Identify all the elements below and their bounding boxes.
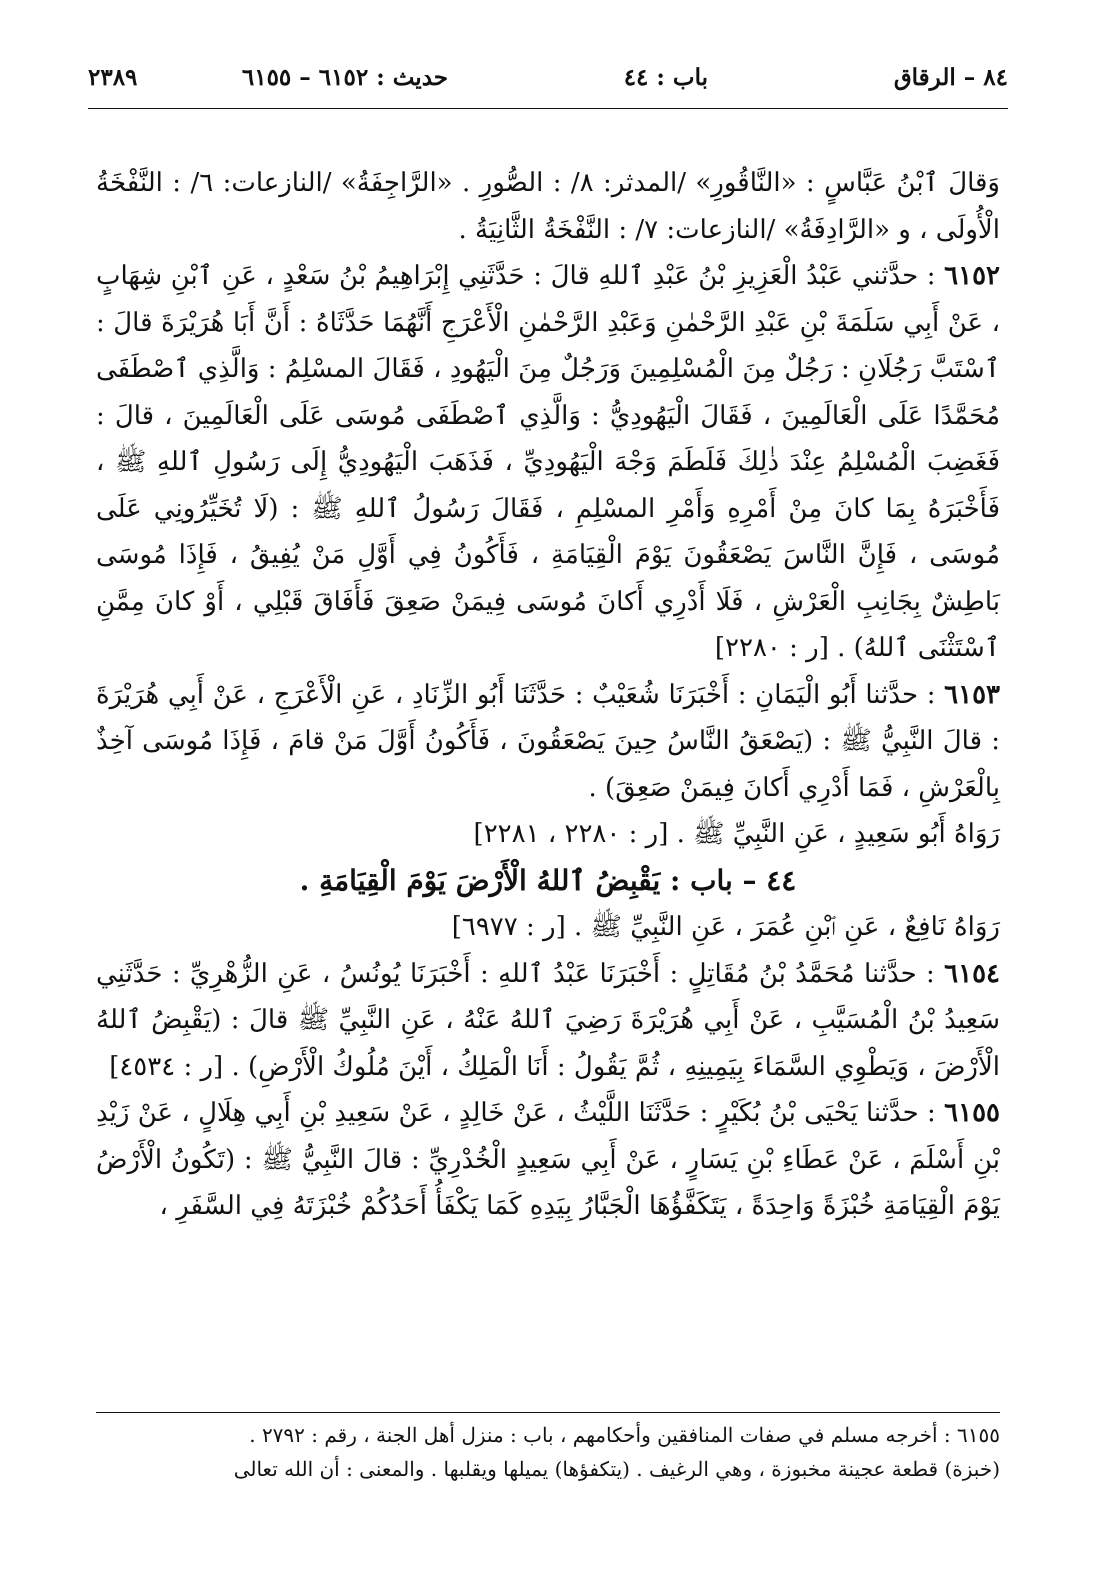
- main-text: [96, 160, 1000, 1230]
- riwaya-line: رَوَاهُ نَافِعٌ ، عَنِ ٱبْنِ عُمَرَ ، عَنِ النَّبِيِّ ﷺ . [ر : ٦٩٧٧]: [451, 912, 1000, 942]
- page-header: [88, 58, 1008, 98]
- hadith-text: : حدَّثني عَبْدُ الْعَزِيزِ بْنُ عَبْدِ ٱللهِ قالَ : حَدَّثَنِي إِبْرَاهِيمُ بْنُ سَعْدٍ ، عَنِ ٱبْنِ شِهَابٍ ، عَنْ أَبِي سَلَمَةَ بْنِ عَبْدِ الرَّحْمٰنِ وَعَبْدِ الرَّحْمٰنِ الْأَعْرَجِ أَنَّهُمَا حَدَّثَاهُ : أَنَّ أَبَا هُرَيْرَةَ قالَ : ٱسْتَبَّ رَجُلَانِ : رَجُلٌ مِنَ الْمُسْلِمِينَ وَرَجُلٌ مِنَ الْيَهُودِ ، فَقَالَ المسْلِمُ : وَالَّذِي ٱصْطَفَى مُحَمَّدًا عَلَى الْعَالَمِينَ ، فَقَالَ الْيَهُودِيُّ : وَالَّذِي ٱصْطَفَى مُوسَى عَلَى الْعَالَمِينَ ، قالَ : فَغَضِبَ الْمُسْلِمُ عِنْدَ ذٰلِكَ فَلَطَمَ وَجْهَ الْيَهُودِيِّ ، فَذَهَبَ الْيَهُودِيُّ إِلَى رَسُولِ ٱللهِ ﷺ ، فَأَخْبَرَهُ بِمَا كانَ مِنْ أَمْرِهِ وَأَمْرِ المسْلِمِ ، فَقَالَ رَسُولُ ٱللهِ ﷺ : (لَا تُخَيِّرُونِي عَلَى مُوسَى ، فَإِنَّ النَّاسَ يَصْعَقُونَ يَوْمَ الْقِيَامَةِ ، فَأَكُونُ فِي أَوَّلِ مَنْ يُفِيقُ ، فَإِذَا مُوسَى بَاطِشٌ بِجَانِبِ الْعَرْشِ ، فَلَا أَدْرِي أَكانَ مُوسَى فِيمَنْ صَعِقَ فَأَفَاقَ قَبْلِي ، أَوْ كانَ مِمَّنِ ٱسْتَثْنَى ٱللهُ) . [ر : ٢٢٨٠]: [96, 261, 1000, 663]
- hadith-text: : حدَّثنا أَبُو الْيَمَانِ : أَخْبَرَنَا شُعَيْبٌ : حَدَّثَنَا أَبُو الزِّنَادِ ، عَنِ الْأَعْرَجِ ، عَنْ أَبِي هُرَيْرَةَ : قالَ النَّبِيُّ ﷺ : (يَصْعَقُ النَّاسُ حِينَ يَصْعَقُونَ ، فَأَكُونُ أَوَّلَ مَنْ قامَ ، فَإِذَا مُوسَى آخِذٌ بِالْعَرْشِ ، فَمَا أَدْرِي أَكانَ فِيمَنْ صَعِقَ) .: [96, 679, 1000, 803]
- hadith-6152: [96, 253, 1000, 672]
- page-number: ٢٣٨٩: [88, 64, 138, 91]
- chapter-label: باب : ٤٤: [623, 64, 708, 91]
- hadith-6154: [96, 951, 1000, 1091]
- hadith-number: ٦١٥٣: [944, 679, 1000, 710]
- hadith-text: : حدَّثنا يَحْيَى بْنُ بُكَيْرٍ : حَدَّثَنَا اللَّيْثُ ، عَنْ خَالِدٍ ، عَنْ سَعِيدِ بْنِ أَبِي هِلَالٍ ، عَنْ زَيْدِ بْنِ أَسْلَمَ ، عَنْ عَطَاءِ بْنِ يَسَارٍ ، عَنْ أَبِي سَعِيدٍ الْخُدْرِيِّ : قالَ النَّبِيُّ ﷺ : (تَكُونُ الْأَرْضُ يَوْمَ الْقِيَامَةِ خُبْزَةً وَاحِدَةً ، يَتَكَفَّؤُهَا الْجَبَّارُ بِيَدِهِ كَمَا يَكْفَأُ أَحَدُكُمْ خُبْزَتَهُ فِي السَّفَرِ ،: [96, 1098, 1000, 1221]
- hadith-text: : حدَّثنا مُحَمَّدُ بْنُ مُقَاتِلٍ : أَخْبَرَنَا عَبْدُ ٱللهِ : أَخْبَرَنَا يُونُسُ ، عَنِ الزُّهْرِيِّ : حَدَّثَنِي سَعِيدُ بْنُ الْمُسَيَّبِ ، عَنْ أَبِي هُرَيْرَةَ رَضِيَ ٱللهُ عَنْهُ ، عَنِ النَّبِيِّ ﷺ قالَ : (يَقْبِضُ ٱللهُ الْأَرْضَ ، وَيَطْوِي السَّمَاءَ بِيَمِينِهِ ، ثُمَّ يَقُولُ : أَنَا الْمَلِكُ ، أَيْنَ مُلُوكُ الْأَرْضِ) . [ر : ٤٥٣٤]: [96, 958, 1000, 1082]
- intro-paragraph: وَقالَ ٱبْنُ عَبَّاسٍ : «النَّاقُورِ» /المدثر: ٨/ : الصُّورِ . «الرَّاجِفَةُ» /النازعات: ٦/ : النَّفْخَةُ الْأُولَى ، و «الرَّادِفَةُ» /النازعات: ٧/ : النَّفْخَةُ الثَّانِيَةُ .: [96, 168, 1000, 245]
- hadith-number: ٦١٥٥: [944, 1098, 1000, 1128]
- hadith-number: ٦١٥٤: [944, 958, 1001, 989]
- hadith-6155: [96, 1090, 1000, 1230]
- footnote-line: (خبزة) قطعة عجينة مخبوزة ، وهي الرغيف . (يتكفؤها) يميلها ويقلبها . والمعنى : أن الله تعالى: [233, 1457, 1000, 1481]
- footnote-line: ٦١٥٥ : أخرجه مسلم في صفات المنافقين وأحكامهم ، باب : منزل أهل الجنة ، رقم : ٢٧٩٢ .: [249, 1423, 1000, 1447]
- hadith-range: حديث : ٦١٥٢ – ٦١٥٥: [241, 64, 448, 91]
- hadith-6153: [96, 672, 1000, 812]
- footnote-divider: [96, 1412, 1000, 1413]
- riwaya-line: رَوَاهُ أَبُو سَعِيدٍ ، عَنِ النَّبِيِّ ﷺ . [ر : ٢٢٨٠ ، ٢٢٨١]: [473, 819, 1000, 849]
- hadith-number: ٦١٥٢: [944, 261, 1000, 291]
- chapter-heading: ٤٤ – باب : يَقْبِضُ ٱللهُ الْأَرْضَ يَوْمَ الْقِيَامَةِ .: [299, 863, 797, 897]
- footnotes: [96, 1418, 1000, 1486]
- book-title: ٨٤ – الرقاق: [893, 64, 1008, 91]
- header-divider: [88, 108, 1008, 109]
